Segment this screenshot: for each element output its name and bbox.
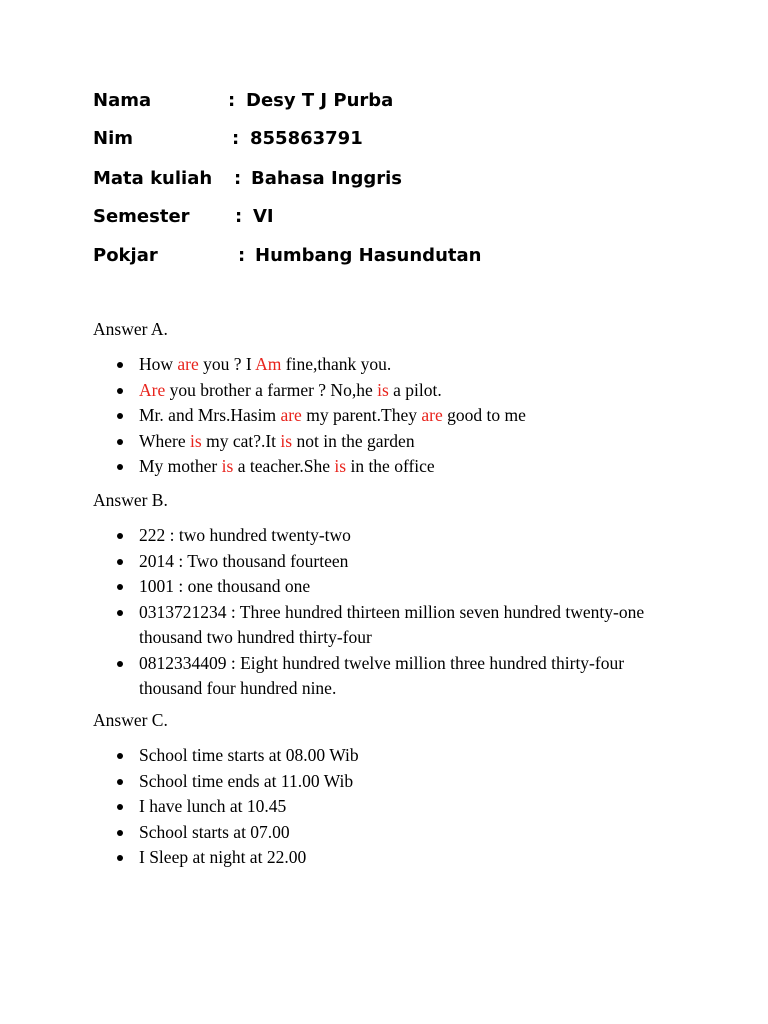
bullet-icon [117, 388, 123, 394]
highlight-word: is [280, 430, 293, 451]
bullet-icon [117, 610, 123, 616]
list-item: 2014 : Two thousand fourteen [117, 549, 677, 575]
list-item: 1001 : one thousand one [117, 574, 677, 600]
info-row-pokjar [93, 242, 693, 270]
bullet-icon [117, 559, 123, 565]
info-value: 855863791 [250, 128, 363, 149]
info-row-mata-kuliah [93, 165, 693, 193]
info-value: VI [253, 206, 274, 227]
answer-a-list [117, 352, 677, 480]
info-value: Desy T J Purba [246, 90, 394, 111]
bullet-icon [117, 830, 123, 836]
bullet-icon [117, 804, 123, 810]
highlight-word: is [190, 430, 202, 451]
list-item: 0812334409 : Eight hundred twelve million three hundred thirty-four thousand four hundred nine. [117, 651, 677, 702]
list-item: 222 : two hundred twenty-two [117, 523, 677, 549]
info-value: Humbang Hasundutan [255, 245, 482, 266]
list-item: Are you brother a farmer ? No,he is a pilot. [117, 378, 677, 404]
info-separator: : [232, 128, 240, 149]
list-item: My mother is a teacher.She is in the office [117, 454, 677, 480]
highlight-word: Am [255, 354, 282, 374]
bullet-icon [117, 661, 123, 667]
bullet-icon [117, 413, 123, 419]
highlight-word: is [221, 456, 234, 476]
info-separator: : [238, 245, 246, 266]
bullet-icon [117, 439, 123, 445]
info-row-semester [93, 203, 693, 231]
list-item: How are you ? I Am fine,thank you. [117, 352, 677, 378]
list-item: 0313721234 : Three hundred thirteen million seven hundred twenty-one thousand two hundred thirty-four [117, 600, 677, 651]
info-value: Bahasa Inggris [251, 168, 402, 189]
list-item: School time starts at 08.00 Wib [117, 743, 677, 769]
info-label: Pokjar [93, 245, 158, 266]
list-item: Mr. and Mrs.Hasim are my parent.They are good to me [117, 403, 677, 429]
answer-c-title: Answer C. [93, 710, 168, 730]
info-label: Mata kuliah [93, 168, 213, 189]
list-item: I have lunch at 10.45 [117, 794, 677, 820]
list-item: I Sleep at night at 22.00 [117, 845, 677, 871]
highlight-word: are [177, 354, 199, 374]
info-label: Semester [93, 206, 190, 227]
bullet-icon [117, 779, 123, 785]
answer-b-title: Answer B. [93, 490, 168, 510]
info-label: Nim [93, 128, 133, 149]
info-label: Nama [93, 90, 152, 111]
highlight-word: is [377, 379, 389, 400]
info-separator: : [235, 206, 243, 227]
answer-a-title: Answer A. [93, 319, 168, 339]
highlight-word: are [280, 405, 302, 425]
list-item: Where is my cat?.It is not in the garden [117, 429, 677, 455]
highlight-word: Are [139, 379, 166, 400]
info-separator: : [234, 168, 242, 189]
bullet-icon [117, 753, 123, 759]
highlight-word: are [421, 405, 443, 425]
highlight-word: is [334, 456, 347, 476]
list-item: School starts at 07.00 [117, 820, 677, 846]
list-item: School time ends at 11.00 Wib [117, 769, 677, 795]
bullet-icon [117, 855, 123, 861]
answer-c-list [117, 743, 677, 871]
info-row-nim [93, 125, 693, 153]
bullet-icon [117, 464, 123, 470]
info-row-nama [93, 87, 693, 115]
bullet-icon [117, 362, 123, 368]
bullet-icon [117, 584, 123, 590]
info-separator: : [228, 90, 236, 111]
answer-b-list [117, 523, 677, 702]
bullet-icon [117, 533, 123, 539]
